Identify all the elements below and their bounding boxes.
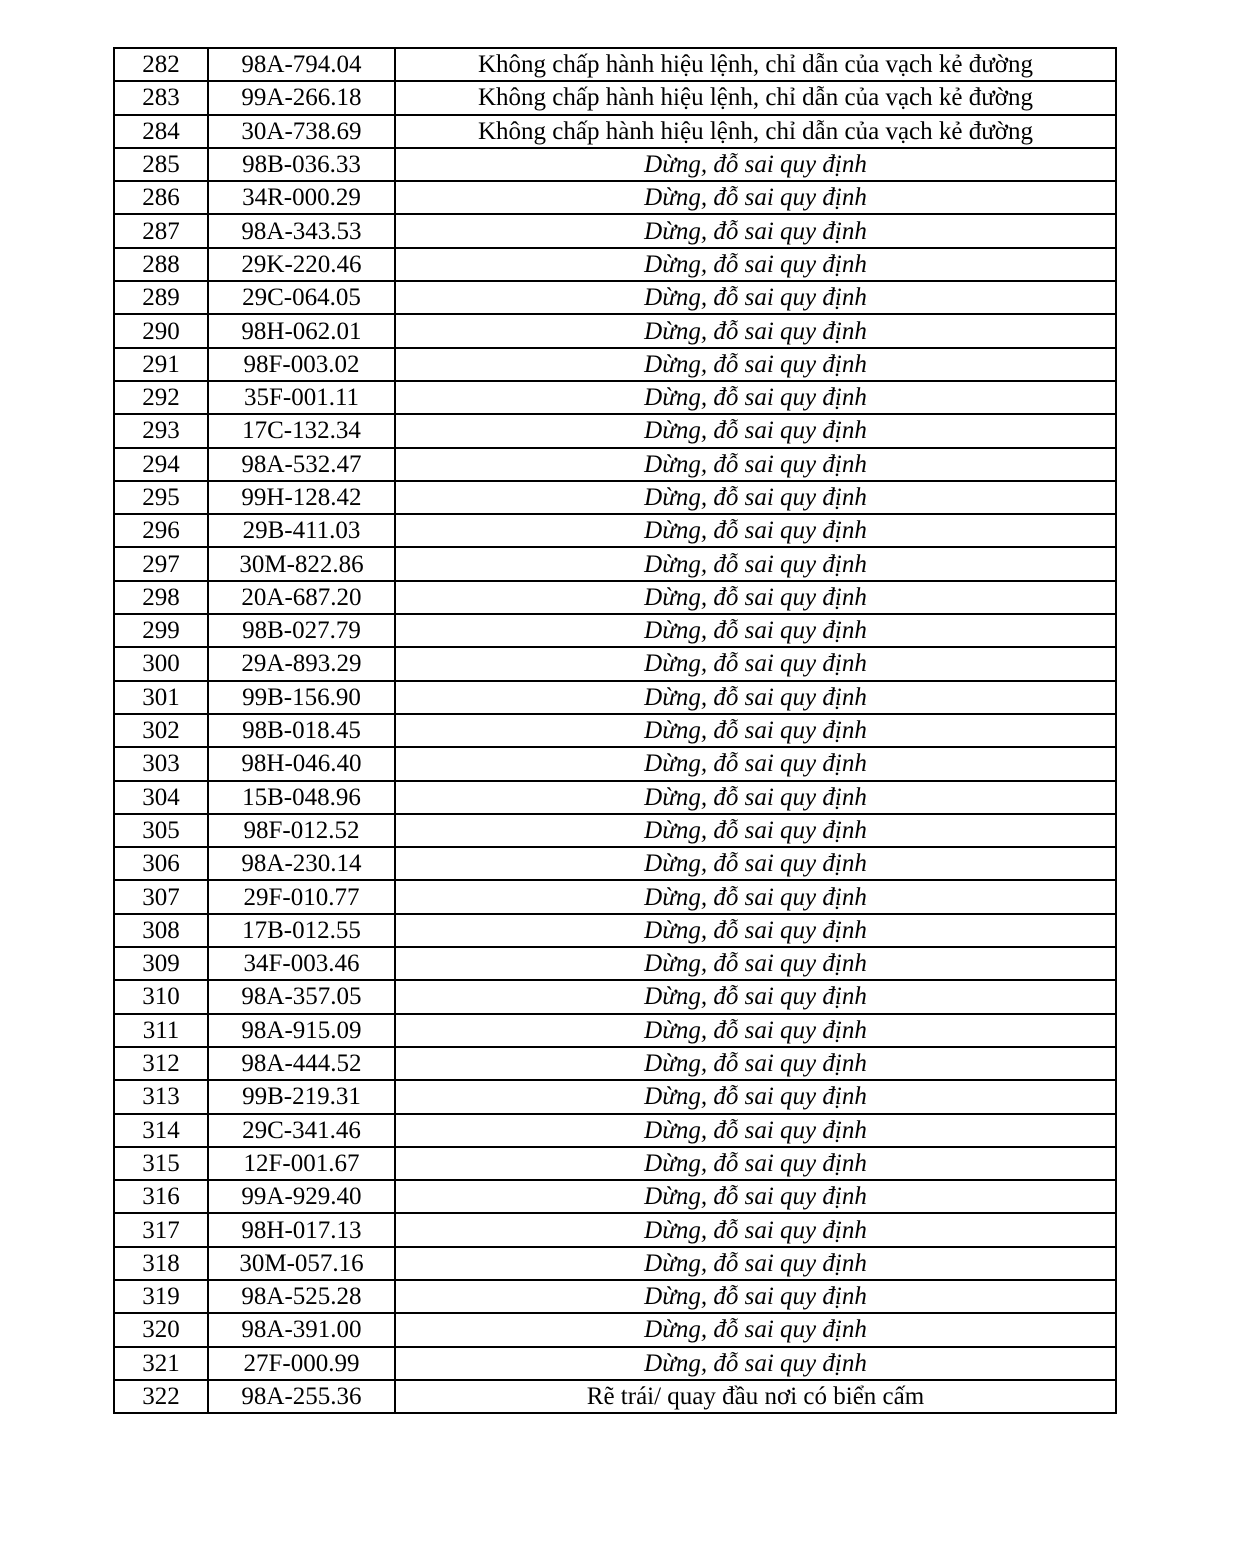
- violation-cell: Dừng, đỗ sai quy định: [395, 1047, 1116, 1080]
- license-plate-cell: 30M-822.86: [208, 547, 395, 580]
- violations-table-body: [114, 48, 1116, 1413]
- violation-cell: Dừng, đỗ sai quy định: [395, 448, 1116, 481]
- row-number-cell: 307: [114, 880, 208, 913]
- table-row: [114, 647, 1116, 680]
- license-plate-cell: 98A-532.47: [208, 448, 395, 481]
- license-plate-cell: 98A-230.14: [208, 847, 395, 880]
- violation-cell: Dừng, đỗ sai quy định: [395, 1180, 1116, 1213]
- table-row: [114, 148, 1116, 181]
- license-plate-cell: 34R-000.29: [208, 181, 395, 214]
- license-plate-cell: 98A-343.53: [208, 214, 395, 247]
- license-plate-cell: 29A-893.29: [208, 647, 395, 680]
- row-number-cell: 300: [114, 647, 208, 680]
- row-number-cell: 315: [114, 1147, 208, 1180]
- license-plate-cell: 98H-017.13: [208, 1213, 395, 1246]
- license-plate-cell: 99H-128.42: [208, 481, 395, 514]
- row-number-cell: 289: [114, 281, 208, 314]
- license-plate-cell: 98A-357.05: [208, 980, 395, 1013]
- table-row: [114, 1380, 1116, 1413]
- row-number-cell: 295: [114, 481, 208, 514]
- row-number-cell: 291: [114, 348, 208, 381]
- license-plate-cell: 98A-525.28: [208, 1280, 395, 1313]
- violation-cell: Dừng, đỗ sai quy định: [395, 214, 1116, 247]
- license-plate-cell: 98B-018.45: [208, 714, 395, 747]
- violation-cell: Dừng, đỗ sai quy định: [395, 481, 1116, 514]
- row-number-cell: 317: [114, 1213, 208, 1246]
- table-row: [114, 747, 1116, 780]
- license-plate-cell: 17B-012.55: [208, 914, 395, 947]
- table-row: [114, 81, 1116, 114]
- license-plate-cell: 27F-000.99: [208, 1347, 395, 1380]
- license-plate-cell: 34F-003.46: [208, 947, 395, 980]
- violation-cell: Dừng, đỗ sai quy định: [395, 847, 1116, 880]
- violation-cell: Dừng, đỗ sai quy định: [395, 381, 1116, 414]
- violation-cell: Dừng, đỗ sai quy định: [395, 980, 1116, 1013]
- license-plate-cell: 98A-444.52: [208, 1047, 395, 1080]
- license-plate-cell: 12F-001.67: [208, 1147, 395, 1180]
- violation-cell: Dừng, đỗ sai quy định: [395, 514, 1116, 547]
- row-number-cell: 321: [114, 1347, 208, 1380]
- violation-cell: Dừng, đỗ sai quy định: [395, 714, 1116, 747]
- license-plate-cell: 17C-132.34: [208, 414, 395, 447]
- table-row: [114, 448, 1116, 481]
- violation-cell: Dừng, đỗ sai quy định: [395, 581, 1116, 614]
- table-row: [114, 1280, 1116, 1313]
- table-row: [114, 248, 1116, 281]
- table-row: [114, 1047, 1116, 1080]
- license-plate-cell: 20A-687.20: [208, 581, 395, 614]
- row-number-cell: 283: [114, 81, 208, 114]
- table-row: [114, 1180, 1116, 1213]
- row-number-cell: 293: [114, 414, 208, 447]
- violation-cell: Dừng, đỗ sai quy định: [395, 681, 1116, 714]
- row-number-cell: 301: [114, 681, 208, 714]
- violation-cell: Dừng, đỗ sai quy định: [395, 414, 1116, 447]
- violation-cell: Dừng, đỗ sai quy định: [395, 1347, 1116, 1380]
- violation-cell: Dừng, đỗ sai quy định: [395, 348, 1116, 381]
- table-row: [114, 281, 1116, 314]
- violation-cell: Dừng, đỗ sai quy định: [395, 148, 1116, 181]
- license-plate-cell: 29B-411.03: [208, 514, 395, 547]
- license-plate-cell: 29F-010.77: [208, 880, 395, 913]
- violation-cell: Rẽ trái/ quay đầu nơi có biển cấm: [395, 1380, 1116, 1413]
- license-plate-cell: 30M-057.16: [208, 1247, 395, 1280]
- violations-table: [113, 47, 1117, 1414]
- violation-cell: Dừng, đỗ sai quy định: [395, 880, 1116, 913]
- table-row: [114, 514, 1116, 547]
- row-number-cell: 306: [114, 847, 208, 880]
- license-plate-cell: 29C-341.46: [208, 1114, 395, 1147]
- table-row: [114, 314, 1116, 347]
- row-number-cell: 318: [114, 1247, 208, 1280]
- table-row: [114, 847, 1116, 880]
- row-number-cell: 304: [114, 781, 208, 814]
- table-row: [114, 681, 1116, 714]
- table-row: [114, 181, 1116, 214]
- table-row: [114, 48, 1116, 81]
- row-number-cell: 320: [114, 1313, 208, 1346]
- violation-cell: Dừng, đỗ sai quy định: [395, 1080, 1116, 1113]
- table-row: [114, 348, 1116, 381]
- row-number-cell: 312: [114, 1047, 208, 1080]
- license-plate-cell: 35F-001.11: [208, 381, 395, 414]
- row-number-cell: 297: [114, 547, 208, 580]
- violation-cell: Dừng, đỗ sai quy định: [395, 547, 1116, 580]
- license-plate-cell: 99B-156.90: [208, 681, 395, 714]
- violation-cell: Dừng, đỗ sai quy định: [395, 1247, 1116, 1280]
- row-number-cell: 298: [114, 581, 208, 614]
- table-row: [114, 1014, 1116, 1047]
- row-number-cell: 294: [114, 448, 208, 481]
- row-number-cell: 310: [114, 980, 208, 1013]
- license-plate-cell: 98A-915.09: [208, 1014, 395, 1047]
- table-row: [114, 214, 1116, 247]
- row-number-cell: 311: [114, 1014, 208, 1047]
- row-number-cell: 296: [114, 514, 208, 547]
- violation-cell: Dừng, đỗ sai quy định: [395, 1114, 1116, 1147]
- table-row: [114, 1080, 1116, 1113]
- table-row: [114, 547, 1116, 580]
- table-row: [114, 381, 1116, 414]
- table-row: [114, 714, 1116, 747]
- table-row: [114, 814, 1116, 847]
- table-row: [114, 1313, 1116, 1346]
- violation-cell: Dừng, đỗ sai quy định: [395, 1147, 1116, 1180]
- table-row: [114, 880, 1116, 913]
- table-row: [114, 115, 1116, 148]
- license-plate-cell: 99A-266.18: [208, 81, 395, 114]
- row-number-cell: 299: [114, 614, 208, 647]
- table-row: [114, 914, 1116, 947]
- license-plate-cell: 29K-220.46: [208, 248, 395, 281]
- row-number-cell: 287: [114, 214, 208, 247]
- row-number-cell: 286: [114, 181, 208, 214]
- license-plate-cell: 98H-062.01: [208, 314, 395, 347]
- license-plate-cell: 98A-794.04: [208, 48, 395, 81]
- table-row: [114, 581, 1116, 614]
- violation-cell: Dừng, đỗ sai quy định: [395, 914, 1116, 947]
- violation-cell: Dừng, đỗ sai quy định: [395, 1213, 1116, 1246]
- row-number-cell: 292: [114, 381, 208, 414]
- row-number-cell: 284: [114, 115, 208, 148]
- license-plate-cell: 98B-027.79: [208, 614, 395, 647]
- row-number-cell: 308: [114, 914, 208, 947]
- license-plate-cell: 98A-255.36: [208, 1380, 395, 1413]
- violation-cell: Dừng, đỗ sai quy định: [395, 781, 1116, 814]
- violation-cell: Dừng, đỗ sai quy định: [395, 814, 1116, 847]
- license-plate-cell: 15B-048.96: [208, 781, 395, 814]
- row-number-cell: 305: [114, 814, 208, 847]
- row-number-cell: 313: [114, 1080, 208, 1113]
- violation-cell: Dừng, đỗ sai quy định: [395, 1014, 1116, 1047]
- violation-cell: Dừng, đỗ sai quy định: [395, 181, 1116, 214]
- license-plate-cell: 29C-064.05: [208, 281, 395, 314]
- row-number-cell: 302: [114, 714, 208, 747]
- violation-cell: Không chấp hành hiệu lệnh, chỉ dẫn của vạch kẻ đường: [395, 48, 1116, 81]
- violation-cell: Dừng, đỗ sai quy định: [395, 647, 1116, 680]
- license-plate-cell: 99B-219.31: [208, 1080, 395, 1113]
- row-number-cell: 314: [114, 1114, 208, 1147]
- row-number-cell: 316: [114, 1180, 208, 1213]
- row-number-cell: 288: [114, 248, 208, 281]
- violation-cell: Không chấp hành hiệu lệnh, chỉ dẫn của vạch kẻ đường: [395, 115, 1116, 148]
- license-plate-cell: 30A-738.69: [208, 115, 395, 148]
- license-plate-cell: 99A-929.40: [208, 1180, 395, 1213]
- document-page: [113, 47, 1115, 1414]
- table-row: [114, 1347, 1116, 1380]
- row-number-cell: 282: [114, 48, 208, 81]
- license-plate-cell: 98A-391.00: [208, 1313, 395, 1346]
- table-row: [114, 481, 1116, 514]
- license-plate-cell: 98H-046.40: [208, 747, 395, 780]
- row-number-cell: 303: [114, 747, 208, 780]
- table-row: [114, 1114, 1116, 1147]
- table-row: [114, 414, 1116, 447]
- row-number-cell: 309: [114, 947, 208, 980]
- violation-cell: Dừng, đỗ sai quy định: [395, 314, 1116, 347]
- violation-cell: Dừng, đỗ sai quy định: [395, 1313, 1116, 1346]
- license-plate-cell: 98F-003.02: [208, 348, 395, 381]
- row-number-cell: 322: [114, 1380, 208, 1413]
- violation-cell: Dừng, đỗ sai quy định: [395, 1280, 1116, 1313]
- table-row: [114, 614, 1116, 647]
- table-row: [114, 947, 1116, 980]
- license-plate-cell: 98F-012.52: [208, 814, 395, 847]
- table-row: [114, 781, 1116, 814]
- table-row: [114, 1247, 1116, 1280]
- row-number-cell: 285: [114, 148, 208, 181]
- violation-cell: Dừng, đỗ sai quy định: [395, 281, 1116, 314]
- violation-cell: Dừng, đỗ sai quy định: [395, 248, 1116, 281]
- violation-cell: Dừng, đỗ sai quy định: [395, 947, 1116, 980]
- row-number-cell: 319: [114, 1280, 208, 1313]
- row-number-cell: 290: [114, 314, 208, 347]
- table-row: [114, 980, 1116, 1013]
- violation-cell: Dừng, đỗ sai quy định: [395, 747, 1116, 780]
- table-row: [114, 1213, 1116, 1246]
- violation-cell: Dừng, đỗ sai quy định: [395, 614, 1116, 647]
- license-plate-cell: 98B-036.33: [208, 148, 395, 181]
- violation-cell: Không chấp hành hiệu lệnh, chỉ dẫn của vạch kẻ đường: [395, 81, 1116, 114]
- table-row: [114, 1147, 1116, 1180]
